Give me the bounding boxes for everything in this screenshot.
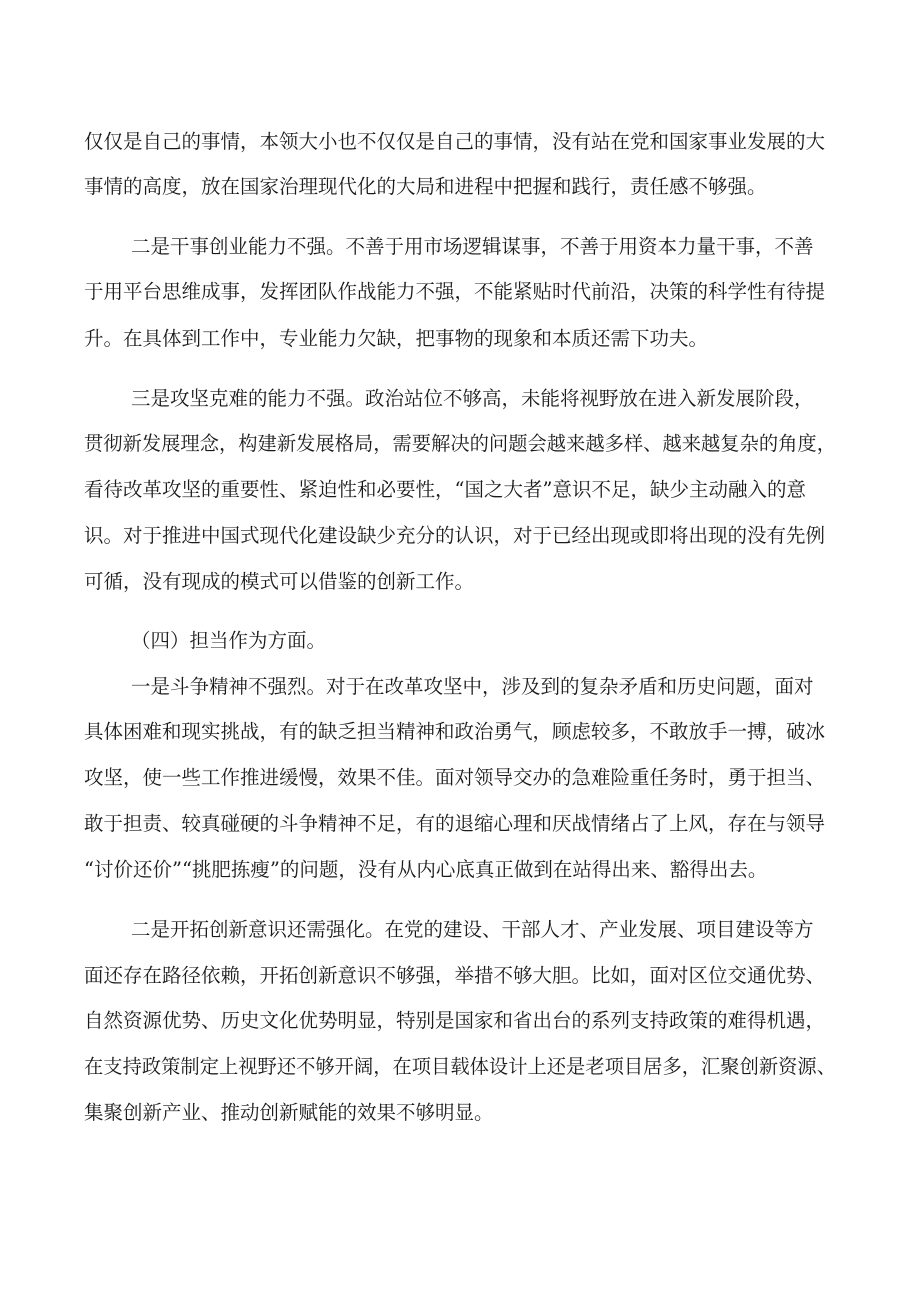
line-text: 识。对于推进中国式现代化建设缺少充分的认识，对于已经出现或即将出现的没有先例 (84, 524, 826, 547)
paragraph-line (0, 567, 920, 597)
paragraph-line (0, 855, 920, 885)
line-text: 贯彻新发展理念，构建新发展格局，需要解决的问题会越来越多样、越来越复杂的角度， (84, 432, 836, 455)
paragraph-line (0, 717, 920, 747)
section-heading (0, 626, 920, 656)
paragraph-line (0, 1006, 920, 1036)
line-text: 事情的高度，放在国家治理现代化的大局和进程中把握和践行，责任感不够强。 (84, 175, 767, 198)
paragraph-line (0, 127, 920, 157)
line-text: 升。在具体到工作中，专业能力欠缺，把事物的现象和本质还需下功夫。 (84, 327, 709, 350)
line-text: 二是开拓创新意识还需强化。在党的建设、干部人才、产业发展、项目建设等方 (131, 918, 814, 941)
line-text: 自然资源优势、历史文化优势明显，特别是国家和省出台的系列支持政策的难得机遇， (84, 1009, 826, 1032)
line-text: “讨价还价”“挑肥拣瘦”的问题，没有从内心底真正做到在站得出来、豁得出去。 (84, 858, 768, 881)
paragraph-line (0, 763, 920, 793)
line-text: 在支持政策制定上视野还不够开阔，在项目载体设计上还是老项目居多，汇聚创新资源、 (84, 1055, 836, 1078)
line-text: 攻坚，使一些工作推进缓慢，效果不佳。面对领导交办的急难险重任务时，勇于担当、 (84, 766, 826, 789)
line-text: 仅仅是自己的事情，本领大小也不仅仅是自己的事情，没有站在党和国家事业发展的大 (84, 130, 826, 153)
line-text: 看待改革攻坚的重要性、紧迫性和必要性，“国之大者”意识不足，缺少主动融入的意 (84, 478, 806, 501)
paragraph-line (0, 277, 920, 307)
heading-text: （四）担当作为方面。 (131, 629, 327, 652)
paragraph-line (0, 915, 920, 945)
line-text: 敢于担责、较真碰硬的斗争精神不足，有的退缩心理和厌战情绪占了上风，存在与领导 (84, 812, 826, 835)
paragraph-line (0, 1098, 920, 1128)
line-text: 集聚创新产业、推动创新赋能的效果不够明显。 (84, 1101, 494, 1124)
paragraph-line (0, 475, 920, 505)
paragraph-line (0, 429, 920, 459)
paragraph-line (0, 1052, 920, 1082)
paragraph-line (0, 521, 920, 551)
line-text: 三是攻坚克难的能力不强。政治站位不够高，未能将视野放在进入新发展阶段， (131, 387, 814, 410)
paragraph-line (0, 232, 920, 262)
line-text: 具体困难和现实挑战，有的缺乏担当精神和政治勇气，顾虑较多，不敢放手一搏，破冰 (84, 720, 826, 743)
line-text: 二是干事创业能力不强。不善于用市场逻辑谋事，不善于用资本力量干事，不善 (131, 235, 814, 258)
line-text: 一是斗争精神不强烈。对于在改革攻坚中，涉及到的复杂矛盾和历史问题，面对 (131, 675, 814, 698)
paragraph-line (0, 384, 920, 414)
paragraph-line (0, 172, 920, 202)
paragraph-line (0, 809, 920, 839)
paragraph-line (0, 961, 920, 991)
paragraph-line (0, 324, 920, 354)
line-text: 面还存在路径依赖，开拓创新意识不够强，举措不够大胆。比如，面对区位交通优势、 (84, 964, 826, 987)
paragraph-line (0, 672, 920, 702)
line-text: 于用平台思维成事，发挥团队作战能力不强，不能紧贴时代前沿，决策的科学性有待提 (84, 280, 826, 303)
line-text: 可循，没有现成的模式可以借鉴的创新工作。 (84, 570, 475, 593)
